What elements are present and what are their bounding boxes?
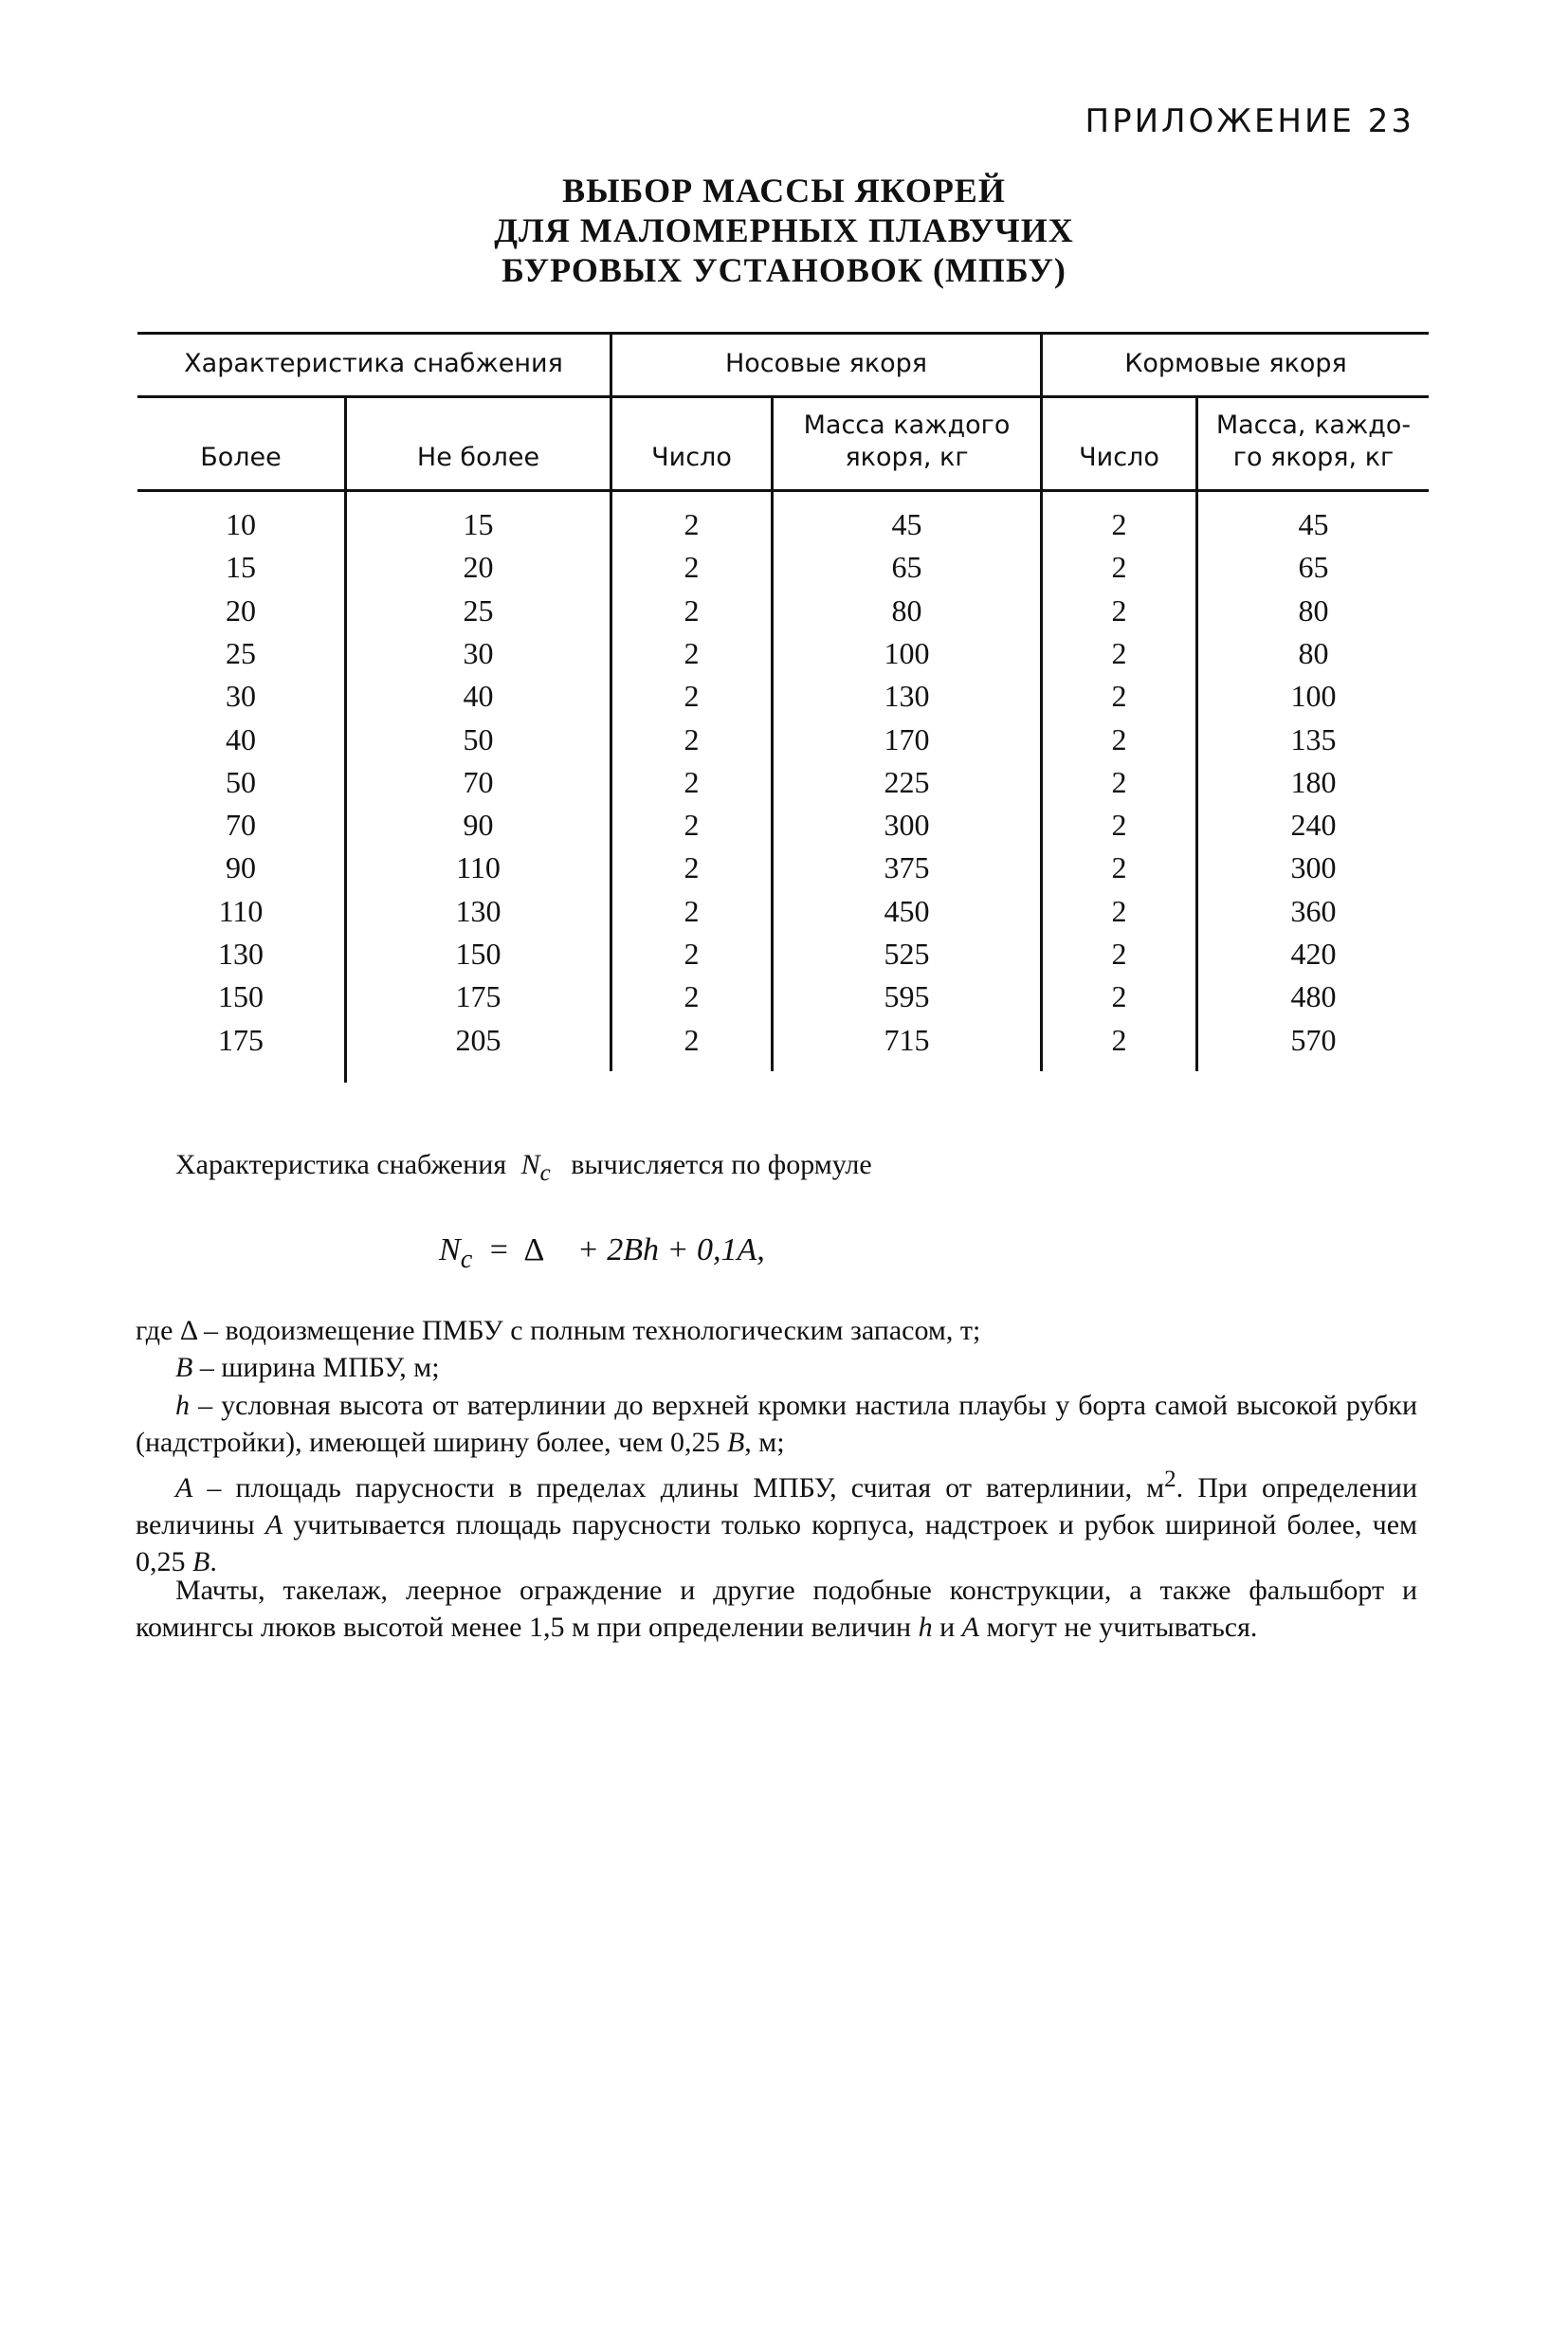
formula-intro: Характеристика снабжения $N_c$ вычисляется по формуле (175, 1149, 872, 1186)
cell-bow-mass: 450 (884, 893, 930, 928)
cell-bow-count: 2 (684, 937, 700, 971)
def-delta: где Δ – водоизмещение ПМБУ с полным технологическим запасом, т; (136, 1315, 981, 1346)
cell-stern-mass: 360 (1290, 893, 1337, 928)
cell-bow-count: 2 (684, 550, 700, 585)
def-b: B – ширина МПБУ, м; (175, 1352, 440, 1383)
table-header-rule (137, 395, 1429, 398)
cell-stern-mass: 45 (1298, 507, 1329, 541)
cell-bow-mass: 45 (891, 507, 922, 541)
cell-stern-count: 2 (1111, 979, 1127, 1014)
cell-bow-mass: 300 (884, 808, 930, 843)
cell-bow-mass: 525 (884, 937, 930, 971)
cell-stern-count: 2 (1111, 592, 1127, 628)
cell-bow-count: 2 (684, 808, 700, 843)
cell-bow-mass: 715 (884, 1022, 930, 1057)
cell-stern-mass: 570 (1290, 1022, 1337, 1057)
table-subheader-rule (137, 489, 1429, 492)
title-line-2: ДЛЯ МАЛОМЕРНЫХ ПЛАВУЧИХ (494, 211, 1074, 249)
cell-more: 110 (218, 893, 264, 928)
cell-stern-mass: 135 (1290, 721, 1337, 756)
cell-stern-count: 2 (1111, 764, 1127, 799)
cell-not-more: 20 (463, 550, 494, 585)
cell-stern-count: 2 (1111, 808, 1127, 843)
cell-stern-count: 2 (1111, 507, 1127, 541)
cell-bow-count: 2 (684, 1022, 700, 1057)
cell-stern-mass: 180 (1290, 764, 1337, 799)
cell-stern-mass: 80 (1298, 592, 1329, 628)
cell-bow-count: 2 (684, 679, 700, 714)
header-supply: Характеристика снабжения (184, 349, 563, 378)
subheader-stern-count: Число (1079, 443, 1159, 472)
cell-more: 30 (226, 679, 256, 714)
cell-more: 10 (226, 507, 256, 541)
cell-bow-count: 2 (684, 635, 700, 670)
cell-stern-count: 2 (1111, 550, 1127, 585)
cell-stern-count: 2 (1111, 1022, 1127, 1057)
cell-stern-mass: 100 (1290, 679, 1337, 714)
cell-more: 25 (226, 635, 256, 670)
subheader-stern-mass: Масса, каждо- го якоря, кг (1215, 410, 1412, 472)
subheader-not-more: Не более (416, 443, 540, 472)
cell-bow-mass: 170 (884, 721, 930, 756)
cell-not-more: 25 (463, 592, 494, 628)
table-top-rule (137, 332, 1429, 335)
cell-bow-count: 2 (684, 507, 700, 541)
cell-stern-count: 2 (1111, 893, 1127, 928)
cell-bow-mass: 595 (884, 979, 930, 1014)
cell-not-more: 205 (455, 1022, 501, 1057)
subheader-bow-count: Число (651, 443, 732, 472)
note-paragraph: Мачты, такелаж, леерное ограждение и другие подобные конструкции, а также фальшборт и комингсы люков высотой менее 1,5 м при определении величин h и A могут не учитываться. (136, 1575, 1417, 1643)
title-line-1: ВЫБОР МАССЫ ЯКОРЕЙ (562, 172, 1006, 210)
cell-stern-mass: 65 (1298, 550, 1329, 585)
cell-bow-count: 2 (684, 979, 700, 1014)
cell-bow-mass: 225 (884, 764, 930, 799)
cell-not-more: 15 (463, 507, 494, 541)
cell-stern-count: 2 (1111, 635, 1127, 670)
cell-more: 70 (226, 808, 256, 843)
cell-more: 40 (226, 721, 256, 756)
cell-stern-count: 2 (1111, 850, 1127, 885)
cell-not-more: 110 (456, 850, 501, 885)
cell-not-more: 40 (463, 679, 494, 714)
title-line-3: БУРОВЫХ УСТАНОВОК (МПБУ) (501, 251, 1067, 289)
cell-stern-mass: 80 (1298, 635, 1329, 670)
cell-more: 50 (226, 764, 256, 799)
cell-bow-count: 2 (684, 592, 700, 628)
cell-not-more: 150 (455, 937, 501, 971)
cell-bow-count: 2 (684, 764, 700, 799)
cell-not-more: 50 (463, 721, 494, 756)
cell-more: 130 (218, 937, 264, 971)
formula: $N_c = \Delta + 2Bh + 0,1A$, (439, 1232, 765, 1274)
cell-stern-count: 2 (1111, 679, 1127, 714)
subheader-more: Более (200, 443, 282, 472)
cell-more: 150 (218, 979, 264, 1014)
cell-bow-mass: 80 (891, 592, 922, 628)
def-h: h – условная высота от ватерлинии до верхней кромки настила плаубы у борта самой высокой рубки (надстройки), имеющей ширину более, чем 0,25 B, м; (136, 1390, 1417, 1458)
cell-stern-mass: 420 (1290, 937, 1337, 971)
cell-not-more: 90 (463, 808, 494, 843)
cell-bow-mass: 130 (884, 679, 930, 714)
cell-bow-mass: 65 (891, 550, 922, 585)
cell-bow-count: 2 (684, 850, 700, 885)
cell-more: 15 (226, 550, 256, 585)
cell-stern-count: 2 (1111, 721, 1127, 756)
cell-not-more: 70 (463, 764, 494, 799)
cell-bow-count: 2 (684, 893, 700, 928)
cell-not-more: 130 (455, 893, 501, 928)
appendix-label: ПРИЛОЖЕНИЕ 23 (1085, 102, 1414, 140)
cell-bow-count: 2 (684, 721, 700, 756)
cell-stern-mass: 300 (1290, 850, 1337, 885)
cell-more: 20 (226, 592, 256, 628)
cell-not-more: 30 (463, 635, 494, 670)
cell-not-more: 175 (455, 979, 501, 1014)
cell-bow-mass: 375 (884, 850, 930, 885)
header-bow: Носовые якоря (724, 349, 928, 378)
cell-bow-mass: 100 (884, 635, 930, 670)
cell-stern-mass: 240 (1290, 808, 1337, 843)
subheader-bow-mass: Масса каждого якоря, кг (803, 410, 1011, 472)
header-stern: Кормовые якоря (1124, 349, 1347, 378)
cell-stern-count: 2 (1111, 937, 1127, 971)
cell-stern-mass: 480 (1290, 979, 1337, 1014)
cell-more: 175 (218, 1022, 264, 1057)
def-a: A – площадь парусности в пределах длины МПБУ, считая от ватерлинии, $м^2$. При определении величины A учитывается площадь парусности только корпуса, надстроек и рубок шириной более, чем 0,25 B. (136, 1467, 1417, 1577)
page-title (0, 171, 1568, 290)
cell-more: 90 (226, 850, 256, 885)
